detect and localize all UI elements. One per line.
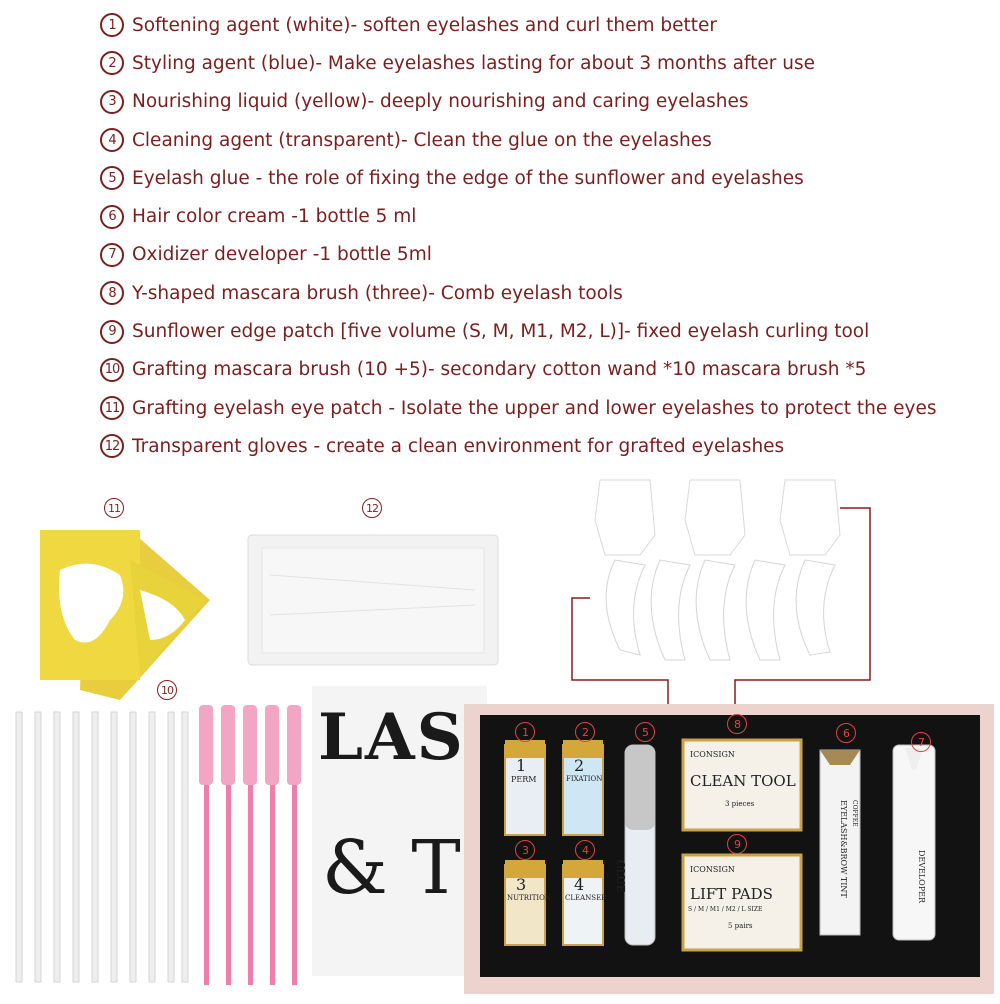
lift-pads-count: 5 pairs [728,922,753,930]
box-lettering: LAS [318,700,465,775]
item-text: Styling agent (blue)- Make eyelashes lasting for about 3 months after use [132,52,815,74]
item-number: 5 [100,166,124,190]
tint-shade: COFFEE [851,800,858,827]
item-text: Nourishing liquid (yellow)- deeply nourishing and caring eyelashes [132,91,749,113]
callout-number: 3 [515,840,535,860]
list-item [100,83,990,121]
eye-patch-pack [40,530,210,700]
callout-number: 11 [104,498,124,518]
glue-label: GLUE [614,860,627,893]
product-photo [0,470,1000,1000]
item-text: Eyelash glue - the role of fixing the edge of the sunflower and eyelashes [132,167,804,189]
list-item [100,44,990,82]
box-lettering: & T [322,825,461,911]
item-number: 6 [100,205,124,229]
y-brushes [595,480,840,555]
item-text: Cleaning agent (transparent)- Clean the glue on the eyelashes [132,129,712,151]
bottle-label: FIXATION [566,775,603,783]
item-number: 3 [100,90,124,114]
bottle-number: 4 [574,875,585,894]
list-item [100,389,990,427]
list-item [100,427,990,465]
item-text: Hair color cream -1 bottle 5 ml [132,206,417,228]
lift-pads-label: LIFT PADS [690,885,773,903]
item-number: 2 [100,51,124,75]
component-list [100,6,990,466]
callout-number: 5 [635,722,655,742]
list-item [100,197,990,235]
item-number: 10 [100,358,124,382]
item-number: 12 [100,434,124,458]
callout-number: 10 [157,680,177,700]
item-text: Oxidizer developer -1 bottle 5ml [132,244,432,266]
callout-number: 7 [911,732,931,752]
callout-number: 9 [727,834,747,854]
item-number: 11 [100,396,124,420]
callout-number: 1 [515,722,535,742]
item-text: Softening agent (white)- soften eyelashes and curl them better [132,14,717,36]
callout-number: 12 [362,498,382,518]
list-item [100,236,990,274]
brand-label: ICONSIGN [690,865,735,874]
bottle-label: CLEANSER [565,894,607,902]
lift-pads-sizes: S / M / M1 / M2 / L SIZE [688,906,763,913]
brand-label: ICONSIGN [690,750,735,759]
item-text: Grafting eyelash eye patch - Isolate the upper and lower eyelashes to protect the eyes [132,397,937,419]
bottle-number: 3 [516,875,527,894]
list-item [100,274,990,312]
bottle-label: NUTRITION [507,894,552,902]
tint-label: EYELASH&BROW TINT [839,800,848,898]
item-number: 1 [100,13,124,37]
item-number: 7 [100,243,124,267]
bottle-number: 1 [516,756,527,775]
item-number: 8 [100,281,124,305]
item-text: Transparent gloves - create a clean environment for grafted eyelashes [132,435,785,457]
callout-number: 2 [575,722,595,742]
clean-tool-label: CLEAN TOOL [690,772,796,790]
gloves-bag [248,535,498,665]
list-item [100,6,990,44]
mascara-brushes [199,705,301,985]
item-text: Sunflower edge patch [five volume (S, M, M1, M2, L)]- fixed eyelash curling tool [132,321,870,343]
list-item [100,159,990,197]
list-item [100,121,990,159]
callout-number: 4 [575,840,595,860]
developer-label: DEVELOPER [917,850,926,903]
item-number: 9 [100,320,124,344]
bottle-number: 2 [574,756,585,775]
lift-pads [606,560,835,660]
item-text: Y-shaped mascara brush (three)- Comb eyelash tools [132,282,623,304]
list-item [100,312,990,350]
list-item [100,351,990,389]
item-number: 4 [100,128,124,152]
clean-tool-count: 3 pieces [725,800,755,808]
callout-number: 8 [727,714,747,734]
cotton-swabs [16,712,188,982]
item-text: Grafting mascara brush (10 +5)- secondary cotton wand *10 mascara brush *5 [132,359,867,381]
callout-number: 6 [836,723,856,743]
bottle-label: PERM [511,775,537,784]
